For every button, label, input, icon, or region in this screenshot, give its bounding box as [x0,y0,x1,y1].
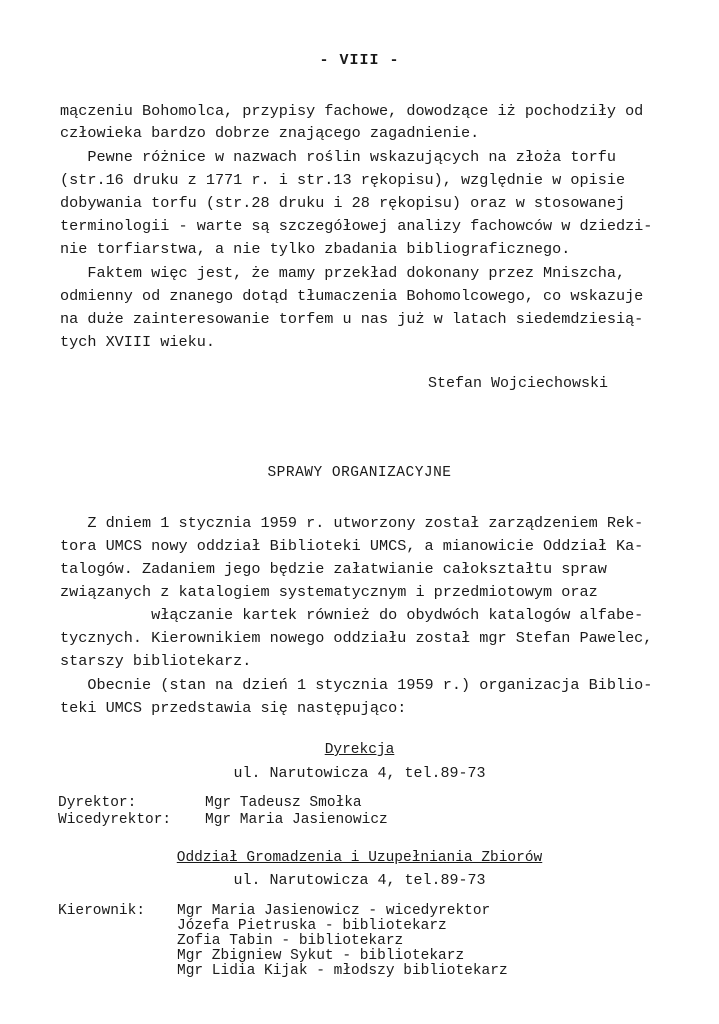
paragraph2-line-3: dobywania torfu (str.28 druku i 28 rękopisu) oraz w stosowanej [60,194,626,212]
deputy-director-name: Mgr Maria Jasienowicz [205,812,388,828]
acquisitions-title: Oddział Gromadzenia i Uzupełniania Zbiorów [176,850,543,866]
paragraph5-line-1: Obecnie (stan na dzień 1 stycznia 1959 r.) organizacja Biblio- [60,676,653,694]
paragraph4-line-6: tycznych. Kierownikiem nowego oddziału został mgr Stefan Pawelec, [60,629,653,647]
paragraph4-line-1: Z dniem 1 stycznia 1959 r. utworzony został zarządzeniem Rek- [60,514,644,532]
paragraph1-line-2: człowieka bardzo dobrze znającego zagadnienie. [60,124,480,142]
page-number: - VIII - [319,52,400,69]
staff-member: Mgr Maria Jasienowicz - wicedyrektor [177,903,491,919]
paragraph2-line-1: Pewne różnice w nazwach roślin wskazujących na złoża torfu [60,148,616,166]
paragraph2-line-2: (str.16 druku z 1771 r. i str.13 rękopisu), względnie w opisie [60,171,626,189]
directorate-address: ul. Narutowicza 4, tel.89-73 [233,765,486,782]
staff-member: Józefa Pietruska - bibliotekarz [177,918,447,934]
director-name: Mgr Tadeusz Smołka [205,795,362,811]
paragraph4-line-2: tora UMCS nowy oddział Biblioteki UMCS, a mianowicie Oddział Ka- [60,537,644,555]
head-label: Kierownik: [58,903,146,919]
paragraph2-line-4: terminologii - warte są szczegółowej analizy fachowców w dziedzi- [60,217,653,235]
staff-member: Mgr Lidia Kijak - młodszy bibliotekarz [177,963,508,979]
paragraph3-line-4: tych XVIII wieku. [60,333,215,351]
paragraph3-line-3: na duże zainteresowanie torfem u nas już w latach siedemdziesią- [60,310,644,328]
paragraph4-line-7: starszy bibliotekarz. [60,652,252,670]
paragraph4-line-4: związanych z katalogiem systematycznym i przedmiotowym oraz [60,583,598,601]
paragraph1-line-1: mączeniu Bohomolca, przypisy fachowe, dowodzące iż pochodziły od [60,102,644,120]
staff-member: Zofia Tabin - bibliotekarz [177,933,404,949]
paragraph3-line-1: Faktem więc jest, że mamy przekład dokonany przez Mniszcha, [60,264,626,282]
staff-member: Mgr Zbigniew Sykut - bibliotekarz [177,948,465,964]
author-signature: Stefan Wojciechowski [428,375,609,392]
section-heading: SPRAWY ORGANIZACYJNE [267,465,452,481]
directorate-title: Dyrekcja [324,742,395,758]
paragraph2-line-5: nie torfiarstwa, a nie tylko zbadania bibliograficznego. [60,240,571,258]
deputy-director-label: Wicedyrektor: [58,812,172,828]
paragraph5-line-2: teki UMCS przedstawia się następująco: [60,699,407,717]
director-label: Dyrektor: [58,795,137,811]
acquisitions-address: ul. Narutowicza 4, tel.89-73 [233,872,486,889]
paragraph3-line-2: odmienny od znanego dotąd tłumaczenia Bohomolcowego, co wskazuje [60,287,644,305]
paragraph4-line-5: włączanie kartek również do obydwóch katalogów alfabe- [60,606,644,624]
paragraph4-line-3: talogów. Zadaniem jego będzie załatwianie całokształtu spraw [60,560,607,578]
